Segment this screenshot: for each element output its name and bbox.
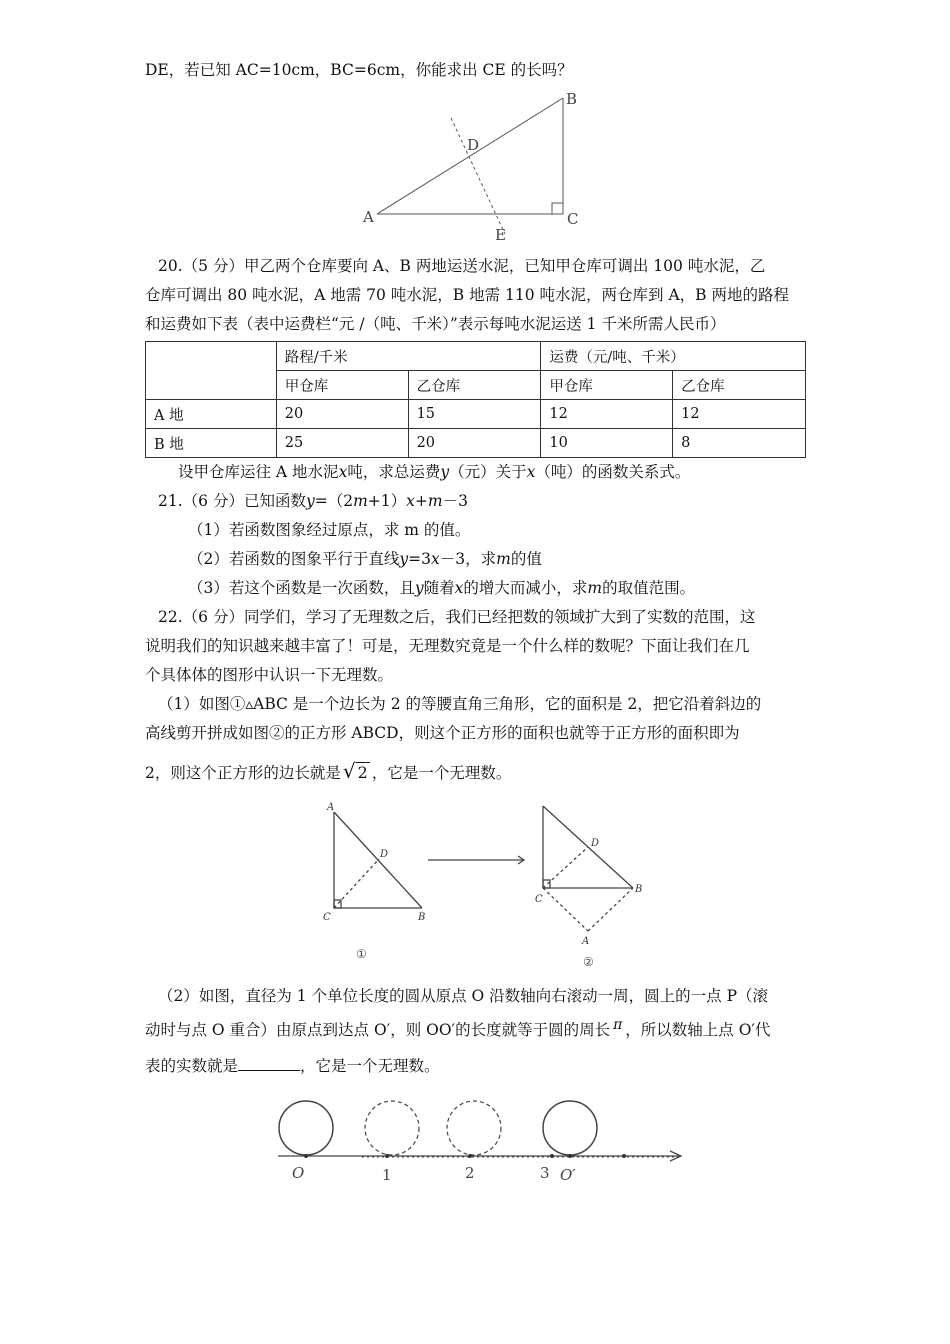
text-segment: ，它是一个无理数。 — [371, 764, 512, 782]
table-cell: 10 — [541, 429, 673, 458]
var-m: m — [496, 550, 511, 568]
text-segment: =（2 — [314, 492, 354, 510]
point-o-prime — [568, 1154, 572, 1158]
tick-3 — [550, 1154, 554, 1158]
row-label: A 地 — [146, 400, 277, 429]
var-y: y — [399, 550, 409, 568]
q22-part1-line1: （1）如图①▵ABC 是一个边长为 2 的等腰直角三角形，它的面积是 2，把它沿着斜边的 — [158, 695, 762, 713]
q22-number-line-figure — [262, 1088, 692, 1188]
right-angle-mark — [552, 203, 563, 214]
text-segment: －3，求 — [439, 550, 497, 568]
fig2-square-side-ab — [588, 888, 633, 931]
subheader-cell: 甲仓库 — [541, 371, 673, 400]
q20-line3: 和运费如下表（表中运费栏“元 /（吨、千米）”表示每吨水泥运送 1 千米所需人民币） — [145, 315, 726, 333]
var-y: y — [305, 492, 315, 510]
subheader-cell: 甲仓库 — [276, 371, 408, 400]
q21-part3 — [188, 574, 853, 602]
text-segment: + — [414, 492, 428, 510]
q20-line2: 仓库可调出 80 吨水泥，A 地需 70 吨水泥，B 地需 110 吨水泥，两仓库到 A，B 两地的路程 — [145, 286, 789, 304]
label-b: B — [566, 90, 578, 108]
table-cell: 20 — [408, 429, 541, 458]
text-segment: 的增大而减小，求 — [463, 579, 588, 597]
fig1-label-d: D — [380, 849, 389, 860]
circle-start — [279, 1101, 333, 1155]
q22-line2: 说明我们的知识越来越丰富了！可是，无理数究竟是一个什么样的数呢？下面让我们在几 — [145, 637, 750, 655]
text-segment: 的值 — [510, 550, 542, 568]
label-3: 3 — [540, 1164, 550, 1182]
fig2-label-a: A — [582, 936, 590, 947]
circle-rolling-2 — [447, 1101, 501, 1155]
var-x: x — [526, 463, 536, 481]
var-x: x — [454, 579, 464, 597]
fig2-caption: ② — [583, 955, 594, 969]
side-ab — [377, 98, 563, 214]
var-y: y — [414, 579, 424, 597]
circle-rolling-1 — [365, 1101, 419, 1155]
fig2-label-b: B — [635, 884, 643, 895]
table-corner-cell — [146, 342, 277, 400]
fig1-caption: ① — [356, 947, 367, 961]
label-2: 2 — [465, 1164, 475, 1182]
table-cell: 8 — [673, 429, 806, 458]
text-segment: 随着 — [423, 579, 455, 597]
fig2-square-side-ca — [543, 888, 588, 931]
q22-line3: 个具体体的图形中认识一下无理数。 — [145, 666, 394, 684]
q22-part2-line1: （2）如图，直径为 1 个单位长度的圆从原点 O 沿数轴向右滚动一周，圆上的一点 P（滚 — [158, 987, 768, 1005]
q22-part2-line2 — [145, 1016, 810, 1045]
text-segment: 21.（6 分）已知函数 — [158, 492, 306, 510]
var-x: x — [406, 492, 415, 510]
text-segment: ，它是一个无理数。 — [300, 1057, 440, 1075]
pi-symbol: π — [613, 1017, 623, 1033]
table-cell: 25 — [276, 429, 408, 458]
text-segment: （吨）的函数关系式。 — [535, 463, 691, 481]
text-segment: （2）若函数的图象平行于直线 — [188, 550, 400, 568]
subheader-cell: 乙仓库 — [673, 371, 806, 400]
q21-part2 — [188, 545, 853, 573]
label-o: O — [292, 1164, 305, 1182]
label-1: 1 — [382, 1166, 392, 1184]
text-segment: =3 — [408, 550, 431, 568]
var-m: m — [427, 492, 443, 510]
q22-line1: 22.（6 分）同学们，学习了无理数之后，我们已经把数的领域扩大到了实数的范围，这 — [158, 608, 756, 626]
table-row — [146, 429, 806, 458]
text-segment: （3）若这个函数是一次函数，且 — [188, 579, 415, 597]
tick-4 — [622, 1154, 626, 1158]
q22-part1-line3 — [145, 757, 810, 787]
q22-triangle-to-square-figure — [318, 798, 658, 970]
point-o — [304, 1154, 308, 1158]
label-d: D — [467, 136, 480, 154]
var-m: m — [353, 492, 368, 510]
text-segment: 动时与点 O 重合）由原点到达点 O′，则 OO′的长度就等于圆的周长 — [145, 1021, 611, 1039]
text-segment: （元）关于 — [449, 463, 527, 481]
var-x: x — [431, 550, 440, 568]
fig2-label-c: C — [535, 894, 543, 905]
fig1-label-c: C — [323, 912, 331, 923]
fig1-label-b: B — [418, 912, 426, 923]
answer-blank — [238, 1056, 300, 1071]
table-row — [146, 342, 806, 371]
tick-1 — [385, 1154, 389, 1158]
table-cell: 12 — [673, 400, 806, 429]
circle-end — [543, 1101, 597, 1155]
row-label: B 地 — [146, 429, 277, 458]
text-segment: －3 — [442, 492, 468, 510]
label-a: A — [363, 208, 374, 226]
var-m: m — [587, 579, 603, 597]
label-o-prime: O′ — [560, 1166, 576, 1184]
fig2-label-d: D — [591, 838, 600, 849]
table-cell: 20 — [276, 400, 408, 429]
table-row — [146, 400, 806, 429]
q19-triangle-figure — [355, 88, 590, 243]
sqrt-argument: 2 — [357, 763, 368, 782]
q19-text: DE，若已知 AC=10cm，BC=6cm，你能求出 CE 的长吗？ — [145, 61, 573, 79]
text-segment: 设甲仓库运往 A 地水泥 — [178, 463, 339, 481]
q22-part1-line2: 高线剪开拼成如图②的正方形 ABCD，则这个正方形的面积也就等于正方形的面积即为 — [145, 724, 740, 742]
var-y: y — [440, 463, 450, 481]
q20-line1: 20.（5 分）甲乙两个仓库要向 A、B 两地运送水泥，已知甲仓库可调出 100 吨水泥，乙 — [158, 257, 766, 275]
text-segment: 的取值范围。 — [602, 579, 696, 597]
q20-task — [178, 458, 843, 486]
label-c: C — [567, 210, 579, 228]
text-segment: 吨，求总运费 — [347, 463, 441, 481]
subheader-cell: 乙仓库 — [408, 371, 541, 400]
table-cell: 15 — [408, 400, 541, 429]
header-freight-rate: 运费（元/吨、千米） — [541, 342, 806, 371]
q21-head — [158, 487, 823, 515]
freight-table — [145, 341, 806, 458]
sqrt-expression: √ 2 — [342, 759, 368, 783]
label-e: E — [495, 226, 506, 243]
var-x: x — [338, 463, 348, 481]
text-segment: 表的实数就是 — [145, 1057, 239, 1075]
q22-part2-line3 — [145, 1052, 810, 1080]
header-distance: 路程/千米 — [276, 342, 541, 371]
fig1-label-a: A — [327, 802, 335, 813]
q21-part1: （1）若函数图象经过原点，求 m 的值。 — [188, 521, 471, 539]
tick-2 — [468, 1154, 472, 1158]
text-segment: +1） — [367, 492, 407, 510]
table-cell: 12 — [541, 400, 673, 429]
text-segment: ，所以数轴上点 O′代 — [625, 1021, 771, 1039]
text-segment: 2，则这个正方形的边长就是 — [145, 764, 341, 782]
